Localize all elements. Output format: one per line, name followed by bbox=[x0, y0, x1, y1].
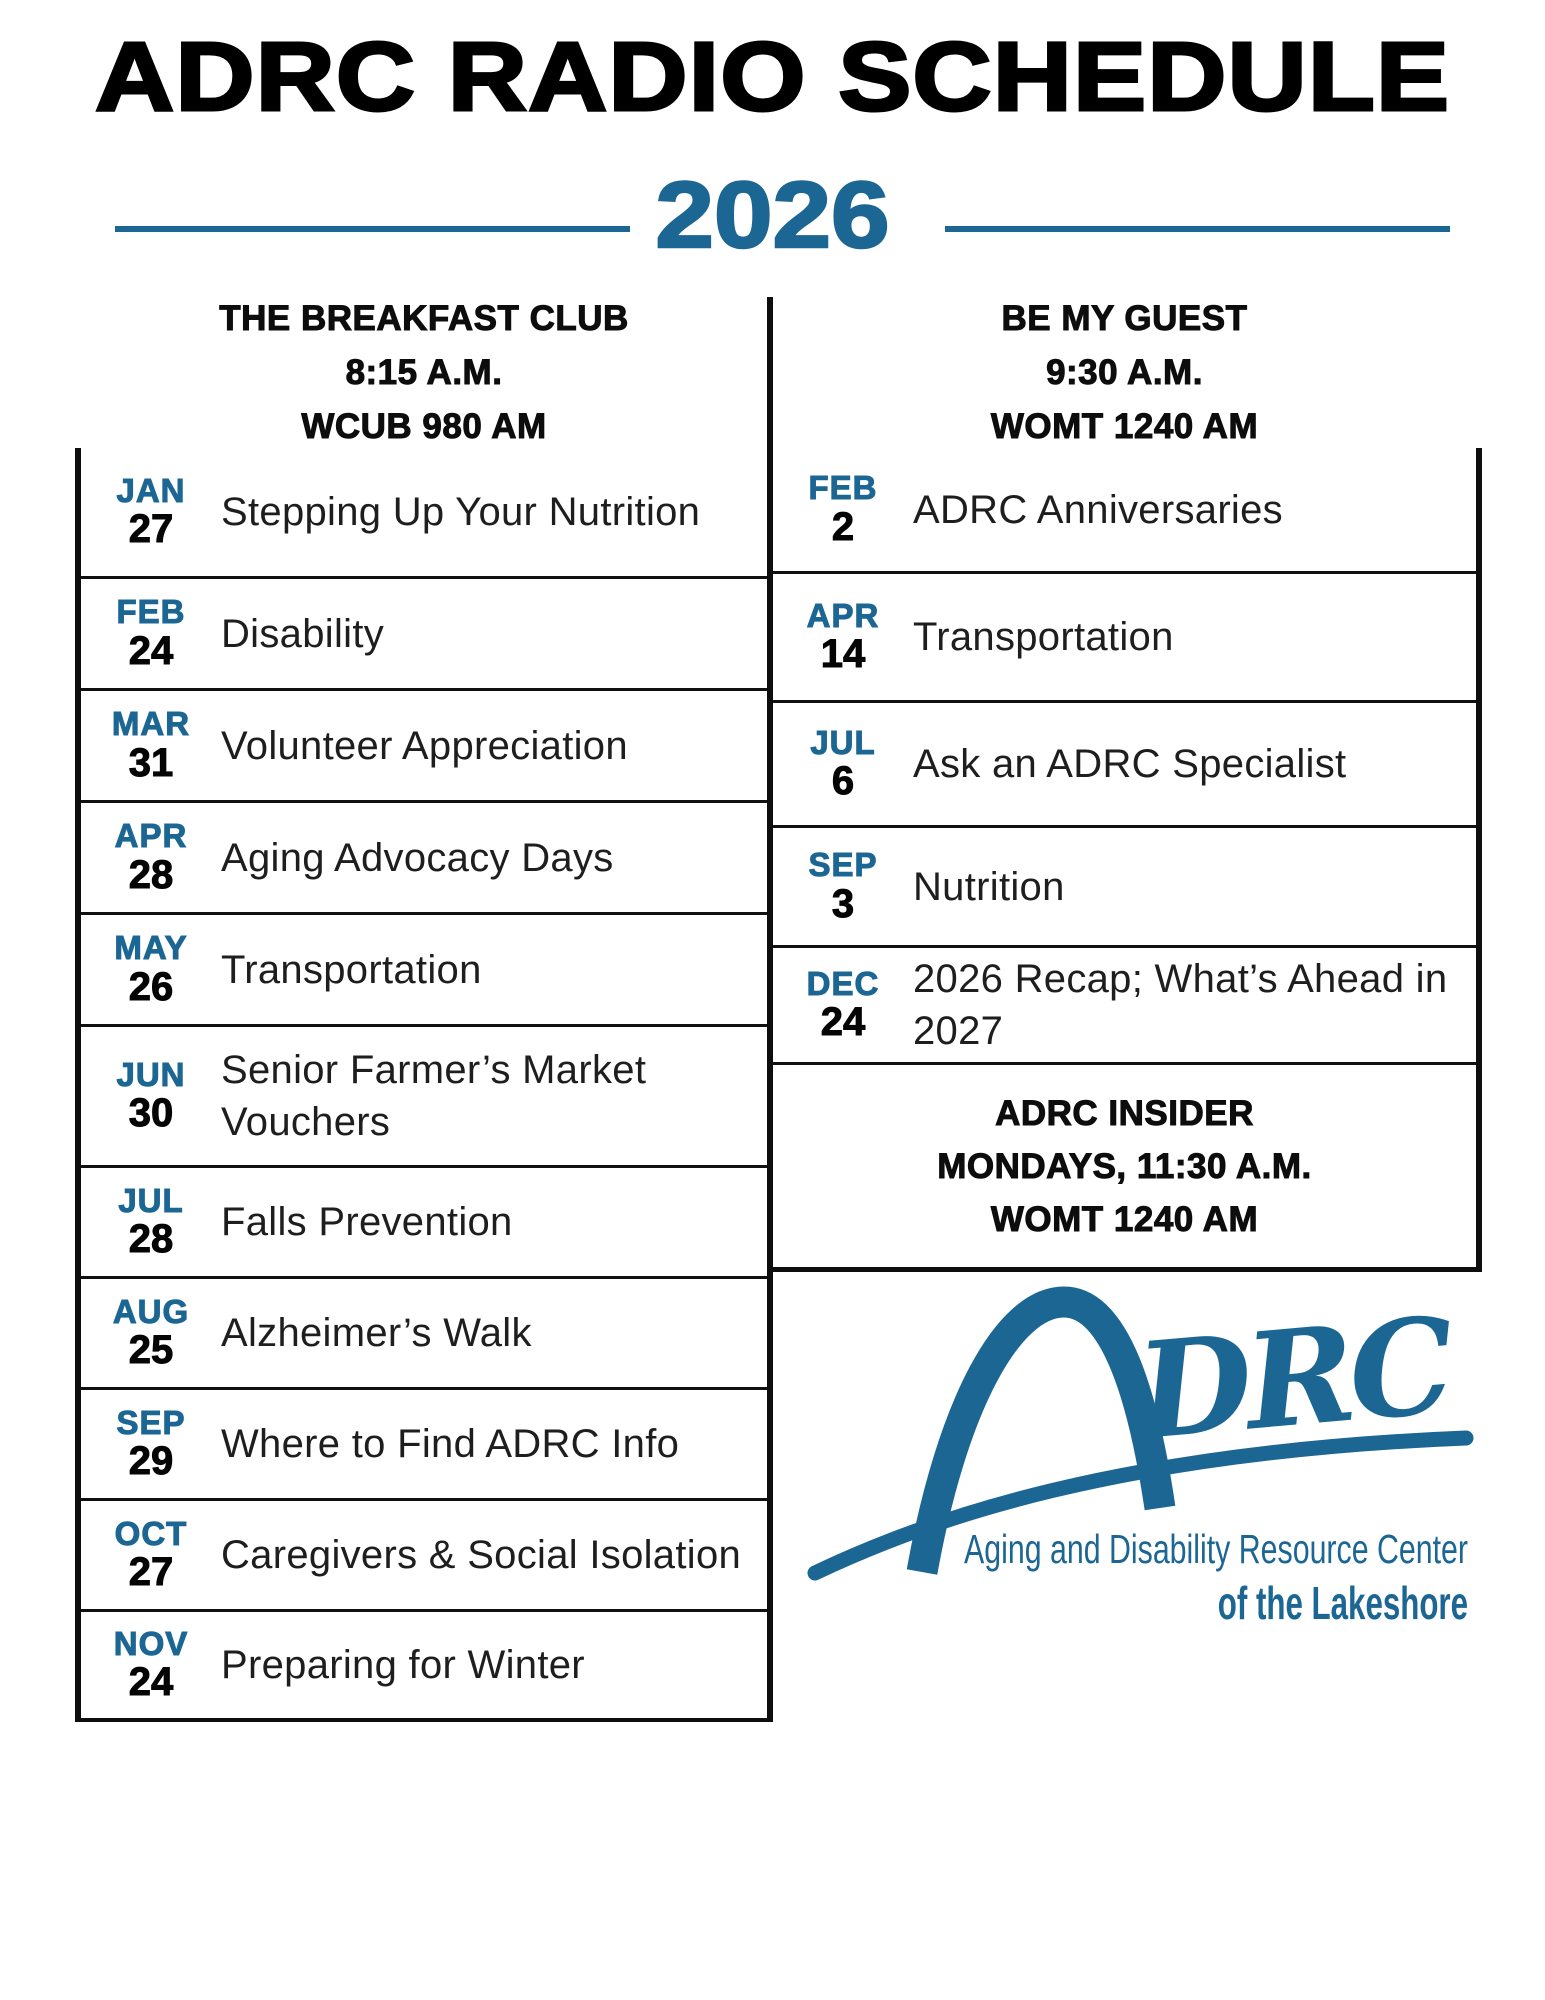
row-month: JAN bbox=[116, 471, 186, 509]
adrc-insider-time: MONDAYS, 11:30 A.M. bbox=[937, 1146, 1312, 1186]
breakfast-club-time: 8:15 A.M. bbox=[345, 353, 503, 392]
row-topic: Disability bbox=[221, 611, 385, 656]
row-month: MAY bbox=[114, 929, 188, 967]
schedule-row bbox=[773, 945, 1476, 1062]
row-topic: Ask an ADRC Specialist bbox=[913, 742, 1347, 786]
adrc-logo bbox=[780, 1280, 1482, 1680]
row-topic: Nutrition bbox=[913, 864, 1065, 909]
row-month: APR bbox=[114, 817, 188, 855]
row-day: 6 bbox=[831, 759, 855, 804]
schedule-row bbox=[81, 448, 767, 576]
schedule-row bbox=[81, 576, 767, 688]
row-date bbox=[773, 598, 913, 677]
row-month: AUG bbox=[112, 1292, 190, 1330]
row-month: SEP bbox=[808, 846, 878, 884]
schedule-row bbox=[81, 1498, 767, 1609]
row-date bbox=[81, 1626, 221, 1705]
logo-acronym: DRC bbox=[1131, 1288, 1455, 1470]
row-day: 3 bbox=[831, 881, 855, 926]
logo-line1: Aging and Disability Resource Center bbox=[964, 1525, 1468, 1573]
row-day: 30 bbox=[128, 1091, 174, 1136]
schedule-row bbox=[773, 448, 1476, 571]
schedule-row bbox=[773, 700, 1476, 825]
row-date bbox=[81, 1057, 221, 1136]
schedule-row bbox=[81, 912, 767, 1024]
row-day: 26 bbox=[128, 964, 174, 1009]
row-day: 28 bbox=[128, 852, 174, 897]
schedule-row bbox=[81, 1024, 767, 1165]
be-my-guest-schedule bbox=[773, 448, 1476, 1272]
adrc-insider-box bbox=[773, 1062, 1476, 1272]
row-day: 24 bbox=[128, 1660, 174, 1705]
be-my-guest-rows bbox=[773, 448, 1476, 1062]
schedule-row bbox=[773, 571, 1476, 700]
row-day: 14 bbox=[820, 632, 866, 677]
row-month: NOV bbox=[113, 1624, 189, 1662]
row-date bbox=[773, 470, 913, 549]
row-month: FEB bbox=[808, 469, 878, 507]
row-date bbox=[773, 966, 913, 1045]
row-topic: Falls Prevention bbox=[221, 1200, 513, 1244]
breakfast-club-schedule bbox=[81, 448, 767, 1718]
page-title-wrap bbox=[0, 22, 1545, 131]
row-month: JUL bbox=[810, 723, 876, 761]
row-topic: 2026 Recap; What’s Ahead in 2027 bbox=[913, 957, 1448, 1053]
row-month: MAR bbox=[111, 705, 191, 743]
schedule-row bbox=[81, 688, 767, 800]
row-day: 29 bbox=[128, 1439, 174, 1484]
row-topic: Alzheimer’s Walk bbox=[221, 1311, 532, 1355]
row-date bbox=[81, 1183, 221, 1262]
schedule-row bbox=[773, 825, 1476, 945]
be-my-guest-station: WOMT 1240 AM bbox=[990, 407, 1259, 446]
row-month: JUN bbox=[116, 1055, 186, 1093]
row-topic: Caregivers & Social Isolation bbox=[221, 1533, 742, 1577]
be-my-guest-header bbox=[773, 292, 1476, 454]
row-topic: Senior Farmer’s Market Vouchers bbox=[221, 1048, 647, 1144]
left-table-bottom-rule bbox=[75, 1718, 773, 1722]
row-date bbox=[81, 930, 221, 1009]
row-date bbox=[81, 706, 221, 785]
row-topic: Preparing for Winter bbox=[221, 1643, 585, 1687]
row-date bbox=[81, 594, 221, 673]
row-date bbox=[81, 1294, 221, 1373]
row-date bbox=[81, 818, 221, 897]
be-my-guest-show-name: BE MY GUEST bbox=[1001, 299, 1248, 338]
row-topic: ADRC Anniversaries bbox=[913, 487, 1283, 532]
row-topic: Volunteer Appreciation bbox=[221, 723, 628, 768]
row-topic: Stepping Up Your Nutrition bbox=[221, 490, 701, 534]
right-table-edge-bar bbox=[1476, 448, 1482, 1272]
row-date bbox=[773, 725, 913, 804]
row-day: 27 bbox=[128, 507, 174, 552]
row-topic: Transportation bbox=[221, 947, 482, 992]
row-day: 2 bbox=[831, 504, 855, 549]
adrc-insider-title: ADRC INSIDER bbox=[995, 1093, 1254, 1133]
schedule-row bbox=[81, 800, 767, 912]
row-topic: Where to Find ADRC Info bbox=[221, 1422, 680, 1466]
row-day: 24 bbox=[820, 1000, 866, 1045]
breakfast-club-station: WCUB 980 AM bbox=[301, 407, 547, 446]
row-topic: Transportation bbox=[913, 615, 1174, 659]
row-date bbox=[773, 847, 913, 926]
schedule-row bbox=[81, 1609, 767, 1718]
row-topic: Aging Advocacy Days bbox=[221, 835, 614, 880]
row-day: 24 bbox=[128, 628, 174, 673]
row-date bbox=[81, 473, 221, 552]
breakfast-club-header bbox=[81, 292, 767, 454]
schedule-row bbox=[81, 1165, 767, 1276]
row-month: SEP bbox=[116, 1403, 186, 1441]
year-rule-right bbox=[945, 226, 1450, 232]
row-month: JUL bbox=[118, 1181, 184, 1219]
row-date bbox=[81, 1405, 221, 1484]
page-title: ADRC RADIO SCHEDULE bbox=[94, 22, 1451, 131]
row-month: OCT bbox=[114, 1514, 188, 1552]
row-month: FEB bbox=[116, 593, 186, 631]
schedule-row bbox=[81, 1387, 767, 1498]
logo-line2: of the Lakeshore bbox=[1217, 1578, 1468, 1630]
row-day: 28 bbox=[128, 1217, 174, 1262]
row-day: 27 bbox=[128, 1550, 174, 1595]
row-day: 25 bbox=[128, 1328, 174, 1373]
adrc-insider-station: WOMT 1240 AM bbox=[990, 1199, 1259, 1239]
breakfast-club-rows bbox=[81, 448, 767, 1718]
row-day: 31 bbox=[128, 740, 174, 785]
schedule-row bbox=[81, 1276, 767, 1387]
be-my-guest-time: 9:30 A.M. bbox=[1046, 353, 1203, 392]
breakfast-club-show-name: THE BREAKFAST CLUB bbox=[219, 299, 629, 338]
row-month: APR bbox=[806, 596, 880, 634]
row-date bbox=[81, 1516, 221, 1595]
row-month: DEC bbox=[806, 964, 880, 1002]
year-label: 2026 bbox=[655, 162, 890, 267]
